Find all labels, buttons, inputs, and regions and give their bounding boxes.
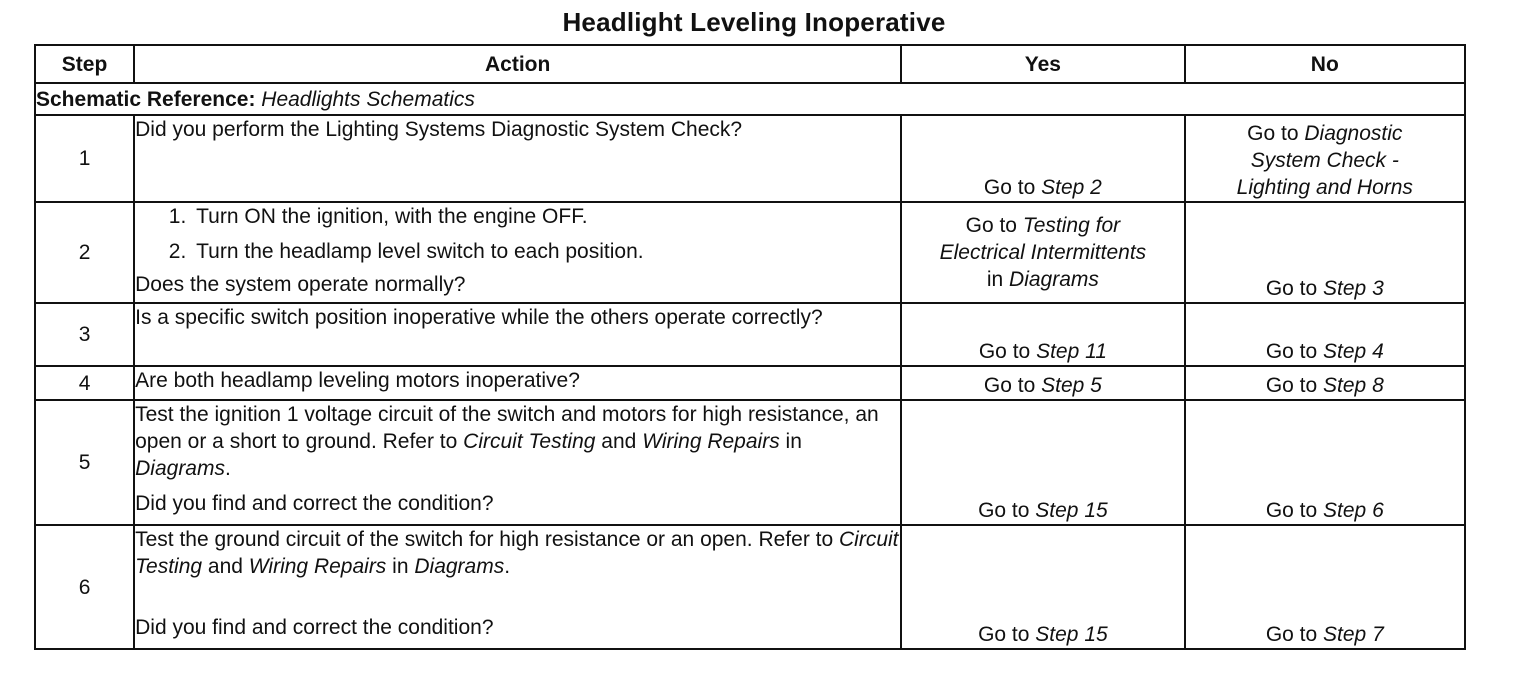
step-number: 5 (35, 400, 134, 525)
no-step-link[interactable]: Step 6 (1323, 499, 1384, 522)
yes-step-link[interactable]: Step 15 (1035, 623, 1108, 646)
substep-list (135, 203, 900, 265)
page-title: Headlight Leveling Inoperative (562, 7, 946, 37)
wiring-repairs-link[interactable]: Wiring Repairs (248, 555, 387, 578)
yes-result: Go to Step 15 (901, 400, 1184, 525)
step-action (134, 202, 901, 303)
step-question: Did you find and correct the condition? (135, 492, 494, 515)
schematic-reference-label: Schematic Reference: (36, 87, 256, 111)
step-action: Is a specific switch position inoperative while the others operate correctly? (134, 303, 901, 366)
step-number: 3 (35, 303, 134, 366)
yes-testing-link[interactable]: Testing for Electrical Intermittents (939, 214, 1147, 264)
schematic-reference (35, 83, 1465, 115)
diagrams-link[interactable]: Diagrams (414, 555, 505, 578)
yes-result: Go to Testing for Electrical Intermittents in Diagrams (901, 202, 1184, 303)
yes-step-link[interactable]: Step 2 (1041, 176, 1102, 199)
no-step-link[interactable]: Step 4 (1323, 340, 1384, 363)
table-row (35, 303, 1465, 366)
step-number: 6 (35, 525, 134, 649)
yes-step-link[interactable]: Step 15 (1035, 499, 1108, 522)
no-result: Go to Step 6 (1185, 400, 1465, 525)
table-row (35, 366, 1465, 400)
list-item: 1. Turn ON the ignition, with the engine OFF. (192, 203, 900, 230)
step-number: 1 (35, 115, 134, 202)
diagnostic-table (34, 44, 1466, 650)
header-no: No (1185, 45, 1465, 83)
diagrams-link[interactable]: Diagrams (135, 457, 225, 480)
wiring-repairs-link[interactable]: Wiring Repairs (642, 430, 780, 453)
header-yes: Yes (901, 45, 1184, 83)
step-instruction: Test the ignition 1 voltage circuit of the switch and motors for high resistance, an open or a short to ground. Refer to Circuit Testing and Wiring Repairs in Diagrams. (135, 403, 879, 480)
step-number: 2 (35, 202, 134, 303)
yes-result: Go to Step 15 (901, 525, 1184, 649)
no-diagnostic-link[interactable]: Diagnostic System Check - Lighting and Horns (1236, 122, 1413, 199)
step-action: Are both headlamp leveling motors inoperative? (134, 366, 901, 400)
step-number: 4 (35, 366, 134, 400)
no-step-link[interactable]: Step 3 (1323, 277, 1384, 300)
step-action: Did you perform the Lighting Systems Diagnostic System Check? (134, 115, 901, 202)
no-result: Go to Step 3 (1185, 202, 1465, 303)
circuit-testing-link[interactable]: Circuit Testing (463, 430, 596, 453)
circuit-testing-link[interactable]: Circuit Testing (135, 528, 899, 578)
list-item: 2. Turn the headlamp level switch to each position. (192, 238, 900, 265)
no-result: Go to Diagnostic System Check - Lighting and Horns (1185, 115, 1465, 202)
yes-result: Go to Step 5 (901, 366, 1184, 400)
step-instruction: Test the ground circuit of the switch for high resistance or an open. Refer to Circuit Testing and Wiring Repairs in Diagrams. (135, 528, 899, 578)
step-action (134, 400, 901, 525)
no-step-link[interactable]: Step 8 (1323, 374, 1384, 397)
step-question: Does the system operate normally? (135, 273, 466, 296)
table-row (35, 115, 1465, 202)
no-result: Go to Step 4 (1185, 303, 1465, 366)
no-result: Go to Step 7 (1185, 525, 1465, 649)
no-result: Go to Step 8 (1185, 366, 1465, 400)
schematic-reference-link[interactable]: Headlights Schematics (261, 87, 475, 111)
yes-diagrams-link[interactable]: Diagrams (1009, 268, 1099, 291)
yes-result: Go to Step 11 (901, 303, 1184, 366)
yes-result: Go to Step 2 (901, 115, 1184, 202)
header-step: Step (35, 45, 134, 83)
header-action: Action (134, 45, 901, 83)
table-header-row (35, 45, 1465, 83)
table-row (35, 525, 1465, 649)
schematic-reference-row (35, 83, 1465, 115)
table-row (35, 400, 1465, 525)
step-question: Did you find and correct the condition? (135, 616, 494, 639)
step-action (134, 525, 901, 649)
no-step-link[interactable]: Step 7 (1323, 623, 1384, 646)
yes-step-link[interactable]: Step 5 (1041, 374, 1102, 397)
yes-step-link[interactable]: Step 11 (1036, 340, 1107, 363)
table-row (35, 202, 1465, 303)
